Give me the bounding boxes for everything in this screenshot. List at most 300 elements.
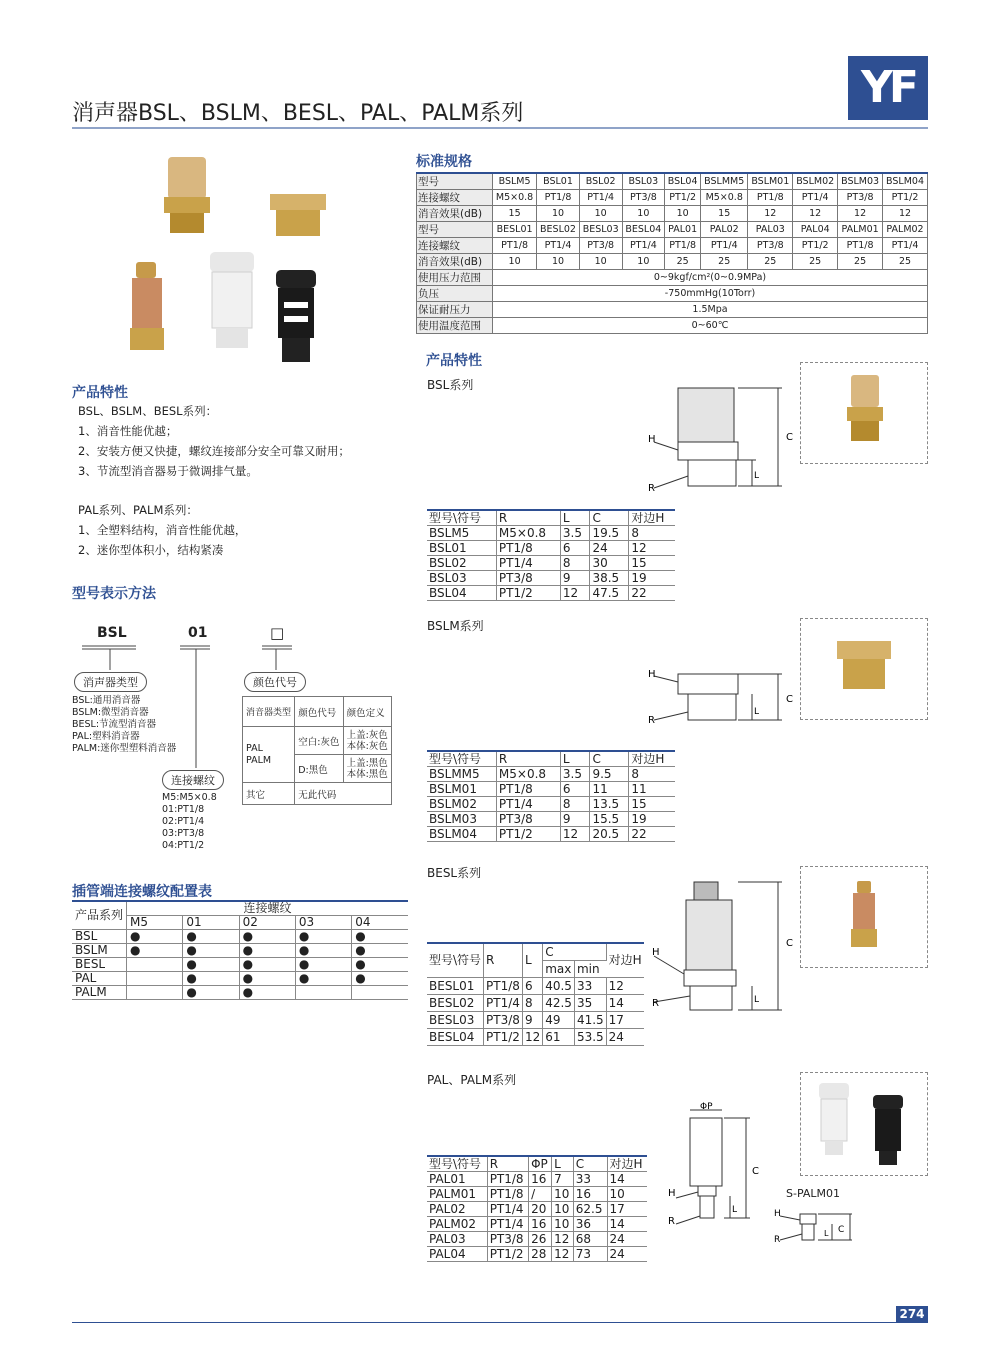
bsl-table-cell: PT3/8 [496, 571, 560, 586]
spec-row-label: 连接螺纹 [417, 238, 493, 254]
dim-label-l: L [754, 471, 760, 481]
page-number: 274 [896, 1306, 928, 1322]
bsl-photo [800, 362, 928, 464]
bslm-table-cell: PT1/8 [496, 782, 560, 797]
bsl-table-header-row [427, 510, 675, 526]
thread-list-item: M5:M5×0.8 [162, 792, 217, 803]
spec-value: 0~60℃ [493, 318, 928, 334]
type-list-item: PALM:迷你型塑料消音器 [72, 743, 177, 754]
bslm-table-row [427, 797, 675, 812]
spec-cell: PT1/8 [537, 190, 580, 206]
conn-dot: ● [183, 986, 239, 1000]
conn-dot: ● [239, 972, 295, 986]
pal-table-cell: 17 [607, 1202, 647, 1217]
besl-table-cell: BESL01 [427, 977, 484, 994]
color-def-value: 上盖:灰色 [346, 729, 388, 741]
bsl-table-cell: BSL03 [427, 571, 496, 586]
spec-row-label: 保证耐压力 [417, 302, 493, 318]
pal-table-cell: PAL04 [427, 1247, 487, 1262]
bsl-table [427, 509, 675, 601]
bslm-table-cell: 11 [629, 782, 675, 797]
pal-table-cell: PT1/4 [487, 1217, 528, 1232]
bsl-table-cell: BSL02 [427, 556, 496, 571]
pal-series-title: PAL、PALM系列 [427, 1073, 517, 1087]
bsl-table-cell: PT1/4 [496, 556, 560, 571]
conn-row-name: PALM [72, 986, 127, 1000]
color-code-table [242, 696, 392, 805]
conn-dot: ● [127, 944, 183, 958]
conn-dot: ● [352, 944, 408, 958]
pal-table-cell: 10 [552, 1187, 574, 1202]
bsl-table-cell: PT1/2 [496, 586, 560, 601]
page-title: 消声器BSL、BSLM、BESL、PAL、PALM系列 [72, 101, 524, 126]
besl-table-cell: 40.5 [543, 977, 575, 994]
besl-table-header: 型号\符号 [427, 943, 484, 977]
spec-row-label: 负压 [417, 286, 493, 302]
bslm-product-image [270, 194, 326, 236]
spec-row [417, 238, 928, 254]
spec-row-label: 连接螺纹 [417, 190, 493, 206]
spec-title: 标准规格 [416, 154, 472, 170]
bslm-table-cell: 12 [560, 827, 590, 842]
dim-label-c: C [786, 938, 793, 949]
bslm-table-row [427, 827, 675, 842]
bsl-table-header: 型号\符号 [427, 510, 496, 526]
s-palm-label: S-PALM01 [786, 1187, 841, 1200]
conn-col-header: 03 [295, 916, 351, 930]
spec-value: -750mmHg(10Torr) [493, 286, 928, 302]
pal-black-product-image [276, 270, 316, 362]
conn-dot: ● [183, 958, 239, 972]
conn-col-header: 04 [352, 916, 408, 930]
besl-table-cell: PT3/8 [484, 1011, 523, 1028]
spec-cell: 12 [748, 206, 793, 222]
spec-cell: BSL02 [579, 173, 622, 190]
dim-label-l: L [754, 995, 760, 1005]
pal-table [427, 1155, 647, 1262]
pal-table-cell: 62.5 [573, 1202, 607, 1217]
spec-cell: BESL04 [622, 222, 665, 238]
color-def-value: 本体:灰色 [346, 740, 388, 752]
conn-dot: ● [183, 930, 239, 944]
conn-dot: ● [183, 944, 239, 958]
conn-dot: ● [239, 930, 295, 944]
spec-cell: PT1/8 [748, 190, 793, 206]
spec-value: 1.5Mpa [493, 302, 928, 318]
thread-list-item: 01:PT1/8 [162, 804, 205, 815]
spec-cell: PT1/4 [622, 238, 665, 254]
bslm-table-cell: PT3/8 [496, 812, 560, 827]
conn-dot: ● [239, 944, 295, 958]
besl-table-row [427, 1011, 644, 1028]
besl-table-cell: 42.5 [543, 994, 575, 1011]
pal-table-header: ΦP [529, 1156, 552, 1172]
bsl-table-cell: 6 [560, 541, 590, 556]
besl-table-cell: 6 [522, 977, 542, 994]
features-bsl-intro: BSL、BSLM、BESL系列： [78, 404, 218, 418]
bsl-table-cell: 24 [590, 541, 629, 556]
pal-table-cell: PALM02 [427, 1217, 487, 1232]
dim-label-h: H [652, 947, 660, 958]
spec-cell: PT1/4 [579, 190, 622, 206]
bslm-table-cell: 20.5 [590, 827, 629, 842]
spec-cell: PAL02 [701, 222, 748, 238]
conn-row [72, 958, 408, 972]
conn-row-name: BSL [72, 930, 127, 944]
spec-cell: BSLM03 [838, 173, 883, 190]
spec-cell: 25 [793, 254, 838, 270]
spec-cell: BSLM02 [793, 173, 838, 190]
feature-item: 3、节流型消音器易于微调排气量。 [78, 464, 258, 478]
besl-table-cell: 41.5 [574, 1011, 606, 1028]
pal-table-row [427, 1232, 647, 1247]
spec-cell: BSL03 [622, 173, 665, 190]
besl-table-header-row [427, 943, 644, 960]
spec-cell: 25 [701, 254, 748, 270]
pal-table-cell: 73 [573, 1247, 607, 1262]
features-title-right: 产品特性 [426, 353, 482, 369]
besl-table-cell: 33 [574, 977, 606, 994]
bslm-table-cell: 13.5 [590, 797, 629, 812]
bsl-table-cell: M5×0.8 [496, 526, 560, 541]
spec-cell: 12 [838, 206, 883, 222]
conn-row [72, 944, 408, 958]
pal-table-cell: 16 [529, 1172, 552, 1187]
bsl-table-cell: 15 [629, 556, 675, 571]
product-photo-group [118, 152, 358, 367]
pill-color: 颜色代号 [244, 672, 306, 692]
pal-table-cell: 68 [573, 1232, 607, 1247]
bslm-table-header: 对边H [629, 751, 675, 767]
spec-cell: BSLMM5 [701, 173, 748, 190]
bslm-table-cell: 8 [629, 767, 675, 782]
besl-table-cell: 61 [543, 1028, 575, 1045]
bsl-table-cell: 12 [629, 541, 675, 556]
spec-row-label: 使用温度范围 [417, 318, 493, 334]
bsl-table-header: 对边H [629, 510, 675, 526]
conn-dot: ● [127, 930, 183, 944]
pal-table-cell: PT1/8 [487, 1187, 528, 1202]
pal-table-cell: PAL01 [427, 1172, 487, 1187]
conn-dot: ● [295, 972, 351, 986]
pal-table-cell: 10 [552, 1217, 574, 1232]
pal-table-cell: PT3/8 [487, 1232, 528, 1247]
color-def-value: 上盖:黑色 [346, 757, 388, 769]
besl-table-header: C [543, 943, 606, 960]
conn-dot: ● [352, 958, 408, 972]
spec-cell: BESL01 [493, 222, 537, 238]
spec-cell: PT3/8 [748, 238, 793, 254]
pill-thread: 连接螺纹 [162, 770, 224, 790]
besl-table-cell: 12 [522, 1028, 542, 1045]
footer-divider [72, 1322, 928, 1323]
dim-label-c: C [786, 432, 793, 443]
spec-cell: PT1/4 [701, 238, 748, 254]
model-code-part1: BSL [97, 625, 127, 641]
pal-table-row [427, 1172, 647, 1187]
bslm-table-cell: 15.5 [590, 812, 629, 827]
spec-cell: 10 [579, 206, 622, 222]
bslm-table-header: C [590, 751, 629, 767]
spec-row [417, 206, 928, 222]
thread-list-item: 02:PT1/4 [162, 816, 205, 827]
pal-table-cell: PT1/8 [487, 1172, 528, 1187]
dim-label-r: R [648, 483, 655, 494]
pal-table-cell: 16 [529, 1217, 552, 1232]
besl-table-header: 对边H [606, 943, 644, 977]
pal-table-cell: 36 [573, 1217, 607, 1232]
spec-cell: PALM02 [883, 222, 928, 238]
bslm-table-header: 型号\符号 [427, 751, 496, 767]
bslm-table-cell: 3.5 [560, 767, 590, 782]
spec-cell: PT1/4 [883, 238, 928, 254]
spec-cell: PALM01 [838, 222, 883, 238]
model-code-part2: 01 [188, 625, 208, 641]
dim-label-p: ΦP [700, 1102, 713, 1112]
bsl-table-cell: 19 [629, 571, 675, 586]
spec-cell: PT3/8 [838, 190, 883, 206]
bsl-table-cell: 19.5 [590, 526, 629, 541]
spec-cell: PT1/4 [537, 238, 580, 254]
bsl-drawing [640, 380, 800, 500]
s-palm-drawing [766, 1200, 866, 1250]
besl-series-title: BESL系列 [427, 866, 482, 880]
pal-table-header: L [552, 1156, 574, 1172]
bslm-table-cell: 6 [560, 782, 590, 797]
conn-header-series: 产品系列 [72, 901, 127, 930]
spec-cell: PT1/2 [793, 238, 838, 254]
spec-row [417, 173, 928, 190]
spec-cell: PAL04 [793, 222, 838, 238]
conn-row-name: BESL [72, 958, 127, 972]
dim-label-h: H [774, 1209, 781, 1219]
spec-cell: BESL03 [579, 222, 622, 238]
bsl-table-row [427, 586, 675, 601]
conn-row-name: BSLM [72, 944, 127, 958]
besl-table-cell: 24 [606, 1028, 644, 1045]
pal-table-cell: PT1/4 [487, 1202, 528, 1217]
besl-table-cell: 8 [522, 994, 542, 1011]
brand-logo: YF [848, 56, 928, 120]
conn-row-name: PAL [72, 972, 127, 986]
color-def-value: 本体:黑色 [346, 768, 388, 780]
bslm-table-row [427, 767, 675, 782]
pal-table-cell: 14 [607, 1217, 647, 1232]
besl-photo [800, 866, 928, 968]
pal-table-cell: PT1/2 [487, 1247, 528, 1262]
pal-table-cell: 14 [607, 1172, 647, 1187]
pal-table-cell: 33 [573, 1172, 607, 1187]
besl-drawing [640, 878, 800, 1018]
feature-item: 2、安装方便又快捷，螺纹连接部分安全可靠又耐用； [78, 444, 350, 458]
spec-cell: PT1/4 [793, 190, 838, 206]
bsl-table-cell: BSLM5 [427, 526, 496, 541]
feature-item: 1、消音性能优越； [78, 424, 178, 438]
spec-cell: 12 [883, 206, 928, 222]
conn-dot: ● [352, 930, 408, 944]
bslm-table-cell: 9.5 [590, 767, 629, 782]
pal-table-cell: 12 [552, 1232, 574, 1247]
pal-photo [800, 1072, 928, 1176]
conn-col-header: 02 [239, 916, 295, 930]
bslm-table-cell: BSLM03 [427, 812, 496, 827]
spec-cell: 10 [537, 254, 580, 270]
besl-table-cell: 17 [606, 1011, 644, 1028]
bsl-table-header: C [590, 510, 629, 526]
bsl-table-header: L [560, 510, 590, 526]
conn-table [72, 900, 408, 1000]
besl-table [427, 942, 644, 1046]
pal-table-cell: 24 [607, 1247, 647, 1262]
spec-cell: BSLM01 [748, 173, 793, 190]
spec-row [417, 222, 928, 238]
dim-label-l: L [754, 707, 760, 717]
pal-table-header-row [427, 1156, 647, 1172]
pal-table-cell: 10 [552, 1202, 574, 1217]
color-code-value: D:黑色 [295, 755, 343, 783]
type-list-item: BESL:节流型消音器 [72, 719, 157, 730]
pal-table-cell: 24 [607, 1232, 647, 1247]
besl-table-cell: BESL03 [427, 1011, 484, 1028]
spec-cell: 10 [493, 254, 537, 270]
spec-cell: BESL02 [537, 222, 580, 238]
dim-label-r: R [668, 1216, 675, 1227]
spec-row [417, 302, 928, 318]
spec-row-label: 消音效果(dB) [417, 206, 493, 222]
conn-dot [127, 986, 183, 1000]
dim-label-r: R [648, 715, 655, 726]
conn-dot: ● [352, 972, 408, 986]
spec-cell: BSL04 [665, 173, 701, 190]
bsl-table-cell: 38.5 [590, 571, 629, 586]
conn-dot: ● [295, 930, 351, 944]
spec-cell: PAL01 [665, 222, 701, 238]
pal-white-product-image [210, 252, 254, 348]
besl-table-cell: 12 [606, 977, 644, 994]
bslm-table-cell: M5×0.8 [496, 767, 560, 782]
bslm-table-cell: 9 [560, 812, 590, 827]
spec-cell: 10 [622, 206, 665, 222]
spec-row-label: 使用压力范围 [417, 270, 493, 286]
conn-dot [352, 986, 408, 1000]
model-title: 型号表示方法 [72, 586, 156, 602]
besl-table-cell: 49 [543, 1011, 575, 1028]
pal-table-header: C [573, 1156, 607, 1172]
conn-row [72, 972, 408, 986]
spec-cell: 25 [838, 254, 883, 270]
conn-dot: ● [295, 958, 351, 972]
spec-row [417, 190, 928, 206]
pal-table-row [427, 1217, 647, 1232]
bslm-table-cell: PT1/2 [496, 827, 560, 842]
dim-label-h: H [648, 434, 656, 445]
conn-title: 插管端连接螺纹配置表 [72, 884, 212, 900]
pal-table-row [427, 1202, 647, 1217]
conn-col-header: M5 [127, 916, 183, 930]
bsl-table-cell: 12 [560, 586, 590, 601]
type-list-item: BSLM:微型消音器 [72, 707, 149, 718]
bslm-table-header: L [560, 751, 590, 767]
besl-table-cell: 35 [574, 994, 606, 1011]
spec-row [417, 270, 928, 286]
bslm-table-cell: PT1/4 [496, 797, 560, 812]
spec-row-label: 型号 [417, 222, 493, 238]
besl-table-row [427, 977, 644, 994]
bsl-table-cell: 8 [629, 526, 675, 541]
spec-cell: 10 [622, 254, 665, 270]
thread-list-item: 03:PT3/8 [162, 828, 205, 839]
bsl-table-cell: 30 [590, 556, 629, 571]
spec-cell: 10 [579, 254, 622, 270]
conn-header-thread: 连接螺纹 [127, 901, 408, 916]
pill-type: 消声器类型 [74, 672, 147, 692]
dim-label-c: C [786, 694, 793, 705]
bslm-table-header-row [427, 751, 675, 767]
spec-cell: PT1/8 [493, 238, 537, 254]
bsl-series-title: BSL系列 [427, 378, 474, 392]
header-divider [72, 127, 928, 129]
pal-drawing [660, 1100, 770, 1230]
color-table-header: 消音器类型 [243, 697, 295, 727]
spec-cell: 12 [793, 206, 838, 222]
conn-row [72, 986, 408, 1000]
bslm-table [427, 750, 675, 842]
feature-item: 2、迷你型体积小，结构紧凑 [78, 543, 224, 557]
besl-table-header: R [484, 943, 523, 977]
besl-product-image [130, 262, 164, 350]
bslm-table-cell: 15 [629, 797, 675, 812]
thread-list-item: 04:PT1/2 [162, 840, 205, 851]
spec-cell: PT1/8 [665, 238, 701, 254]
besl-table-header: L [522, 943, 542, 977]
spec-cell: BSLM04 [883, 173, 928, 190]
conn-dot: ● [239, 958, 295, 972]
pal-table-row [427, 1247, 647, 1262]
conn-dot: ● [295, 944, 351, 958]
besl-table-header: min [574, 960, 606, 977]
bslm-table-cell: BSLM02 [427, 797, 496, 812]
color-code-value: 空白:灰色 [295, 727, 343, 755]
spec-cell: PT1/2 [665, 190, 701, 206]
bslm-table-row [427, 812, 675, 827]
dim-label-h: H [648, 669, 656, 680]
spec-cell: 25 [883, 254, 928, 270]
bsl-table-cell: 3.5 [560, 526, 590, 541]
pal-table-row [427, 1187, 647, 1202]
bsl-table-cell: 47.5 [590, 586, 629, 601]
bsl-table-cell: 9 [560, 571, 590, 586]
dim-label-c: C [838, 1225, 845, 1235]
color-table-series: PAL [246, 742, 263, 754]
spec-cell: M5×0.8 [493, 190, 537, 206]
spec-cell: PT3/8 [579, 238, 622, 254]
bslm-table-cell: 22 [629, 827, 675, 842]
bslm-table-cell: BSLMM5 [427, 767, 496, 782]
conn-col-header: 01 [183, 916, 239, 930]
bsl-table-cell: 22 [629, 586, 675, 601]
besl-table-cell: PT1/2 [484, 1028, 523, 1045]
feature-item: 1、全塑料结构，消音性能优越， [78, 523, 247, 537]
bsl-table-cell: PT1/8 [496, 541, 560, 556]
dim-label-r: R [652, 998, 659, 1009]
besl-table-cell: 53.5 [574, 1028, 606, 1045]
spec-cell: 25 [748, 254, 793, 270]
pal-table-header: 对边H [607, 1156, 647, 1172]
dim-label-l: L [824, 1229, 829, 1238]
conn-dot: ● [239, 986, 295, 1000]
bsl-table-cell: 8 [560, 556, 590, 571]
pal-table-cell: PAL03 [427, 1232, 487, 1247]
